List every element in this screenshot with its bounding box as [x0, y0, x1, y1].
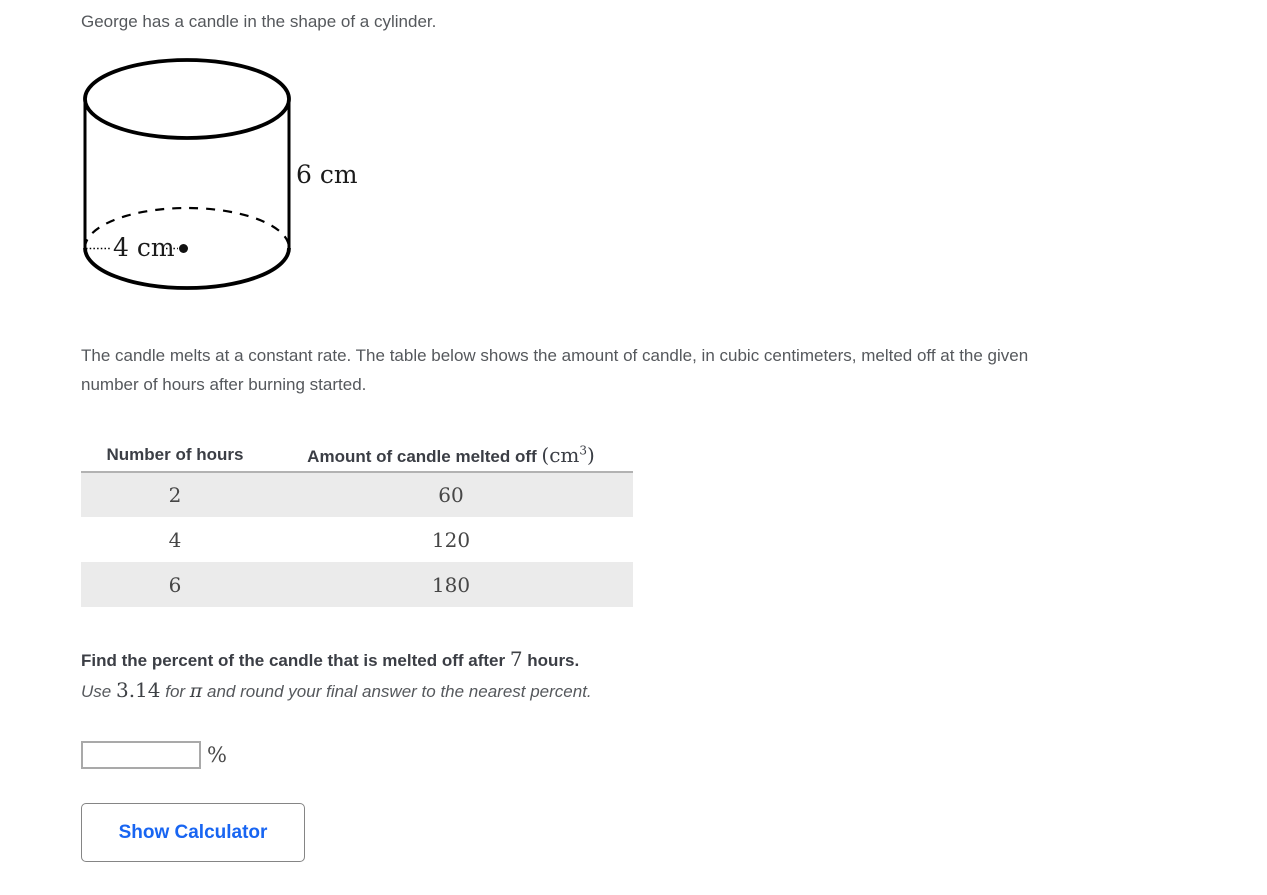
col-amount-unit: $(cm^3)$	[541, 442, 595, 467]
hours-cell: 6	[168, 572, 182, 597]
cylinder-center-dot	[179, 244, 188, 253]
question-math-7: 7	[509, 647, 523, 671]
answer-row	[81, 741, 1267, 769]
radius-label: 4 cm	[113, 233, 175, 262]
hours-cell: 4	[168, 527, 182, 552]
hint-math-314: 3.14	[115, 678, 161, 702]
col-amount-header	[269, 438, 633, 472]
pi-symbol: π	[189, 680, 203, 702]
table-row	[81, 517, 633, 562]
hours-cell: 2	[168, 483, 182, 507]
amount-cell: 60	[438, 483, 464, 507]
table-row	[81, 472, 633, 517]
amount-cell: 180	[431, 572, 471, 597]
problem-intro: George has a candle in the shape of a cylinder.	[81, 12, 437, 31]
col-hours-header: Number of hours	[81, 438, 269, 472]
question-text: Find the percent of the candle that is melted off after 7 hours.	[81, 647, 580, 671]
problem-description: The candle melts at a constant rate. The table below shows the amount of candle, in cubic centimeters, melted off at the given number of hours after burning started.	[81, 346, 1029, 394]
answer-input[interactable]	[81, 741, 201, 769]
melt-table	[81, 438, 633, 607]
percent-sign: %	[207, 743, 227, 767]
show-calculator-button[interactable]: Show Calculator	[81, 803, 305, 862]
table-row	[81, 562, 633, 607]
table-header-row	[81, 438, 633, 472]
cylinder-top-ellipse	[85, 60, 289, 138]
col-amount-header-text: Amount of candle melted off	[307, 446, 542, 466]
question-hint: Use 3.14 for π and round your final answer to the nearest percent.	[81, 678, 592, 702]
cylinder-diagram	[82, 55, 452, 300]
amount-cell: 120	[431, 527, 471, 552]
height-label: 6 cm	[296, 160, 358, 189]
